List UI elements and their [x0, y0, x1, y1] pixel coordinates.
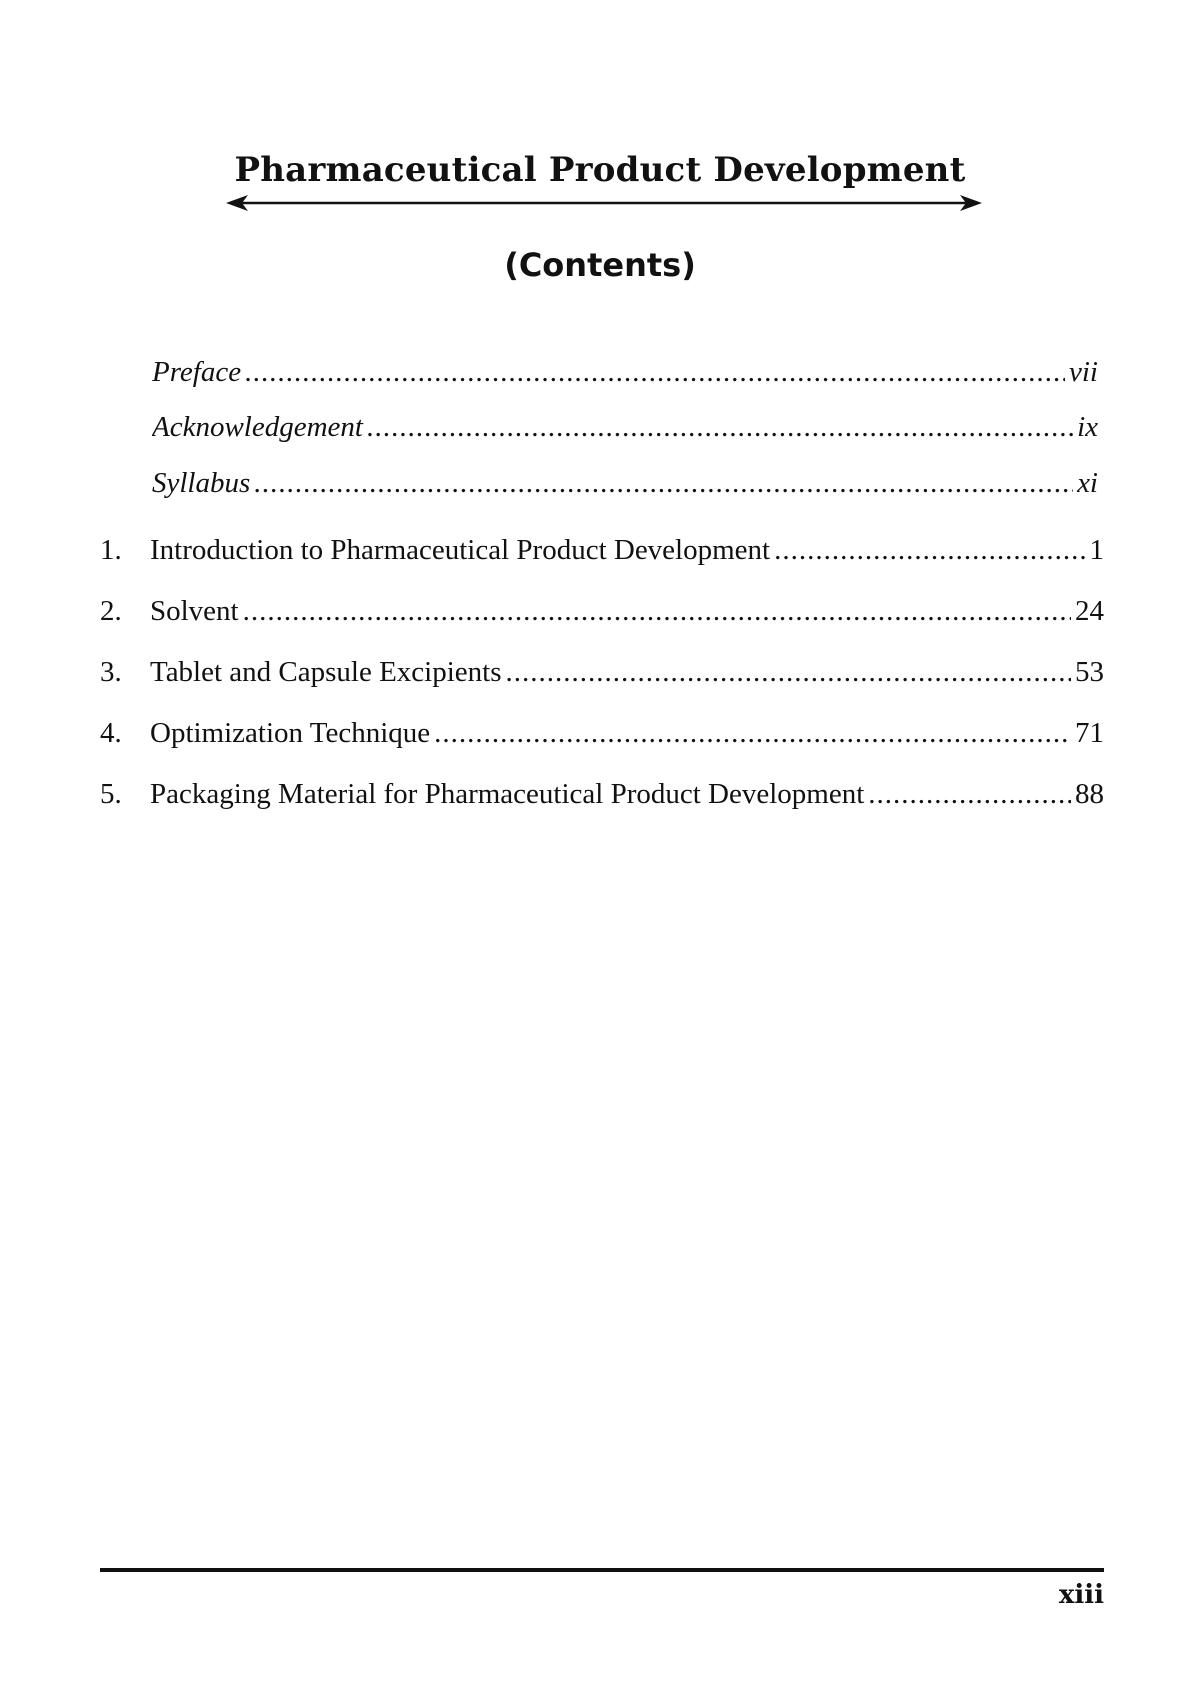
chapter-title: Tablet and Capsule Excipients	[150, 656, 502, 688]
page-number: xiii	[1058, 1580, 1104, 1610]
toc-chapter-4[interactable]	[100, 713, 1104, 753]
dot-leader	[506, 652, 1071, 692]
toc-entry-syllabus[interactable]	[152, 463, 1098, 503]
toc-chapter-1[interactable]	[100, 530, 1104, 570]
chapter-number: 2.	[100, 595, 122, 627]
toc-entry-page: ix	[1077, 411, 1098, 443]
dot-leader	[434, 713, 1071, 753]
dot-leader	[367, 407, 1073, 447]
chapter-number: 1.	[100, 534, 122, 566]
chapter-title: Optimization Technique	[150, 717, 431, 749]
toc-entry-title: Acknowledgement	[152, 411, 363, 443]
toc-entry-title: Syllabus	[152, 467, 251, 499]
footer-rule	[100, 1568, 1104, 1572]
chapter-page: 24	[1075, 595, 1104, 627]
chapter-number: 3.	[100, 656, 122, 688]
dot-leader	[254, 463, 1073, 503]
book-title: Pharmaceutical Product Development	[234, 150, 966, 190]
toc-chapter-2[interactable]	[100, 591, 1104, 631]
chapter-number: 4.	[100, 717, 122, 749]
chapter-page: 88	[1075, 778, 1104, 810]
dot-leader	[245, 352, 1065, 392]
double-arrow-rule	[226, 192, 982, 214]
toc-chapter-3[interactable]	[100, 652, 1104, 692]
dot-leader	[774, 530, 1085, 570]
toc-entry-title: Preface	[152, 356, 242, 388]
dot-leader	[243, 591, 1071, 631]
toc-entry-page: xi	[1077, 467, 1098, 499]
toc-chapter-5[interactable]	[100, 774, 1104, 814]
chapter-title: Solvent	[150, 595, 239, 627]
chapter-page: 1	[1089, 534, 1104, 566]
toc-entry-page: vii	[1069, 356, 1098, 388]
chapter-page: 71	[1075, 717, 1104, 749]
chapter-number: 5.	[100, 778, 122, 810]
toc-entry-preface[interactable]	[152, 352, 1098, 392]
toc-entry-acknowledgement[interactable]	[152, 407, 1098, 447]
chapter-title: Packaging Material for Pharmaceutical Product Development	[150, 778, 865, 810]
dot-leader	[868, 774, 1071, 814]
chapter-page: 53	[1075, 656, 1104, 688]
chapter-title: Introduction to Pharmaceutical Product Development	[150, 534, 771, 566]
contents-heading: (Contents)	[504, 246, 696, 284]
